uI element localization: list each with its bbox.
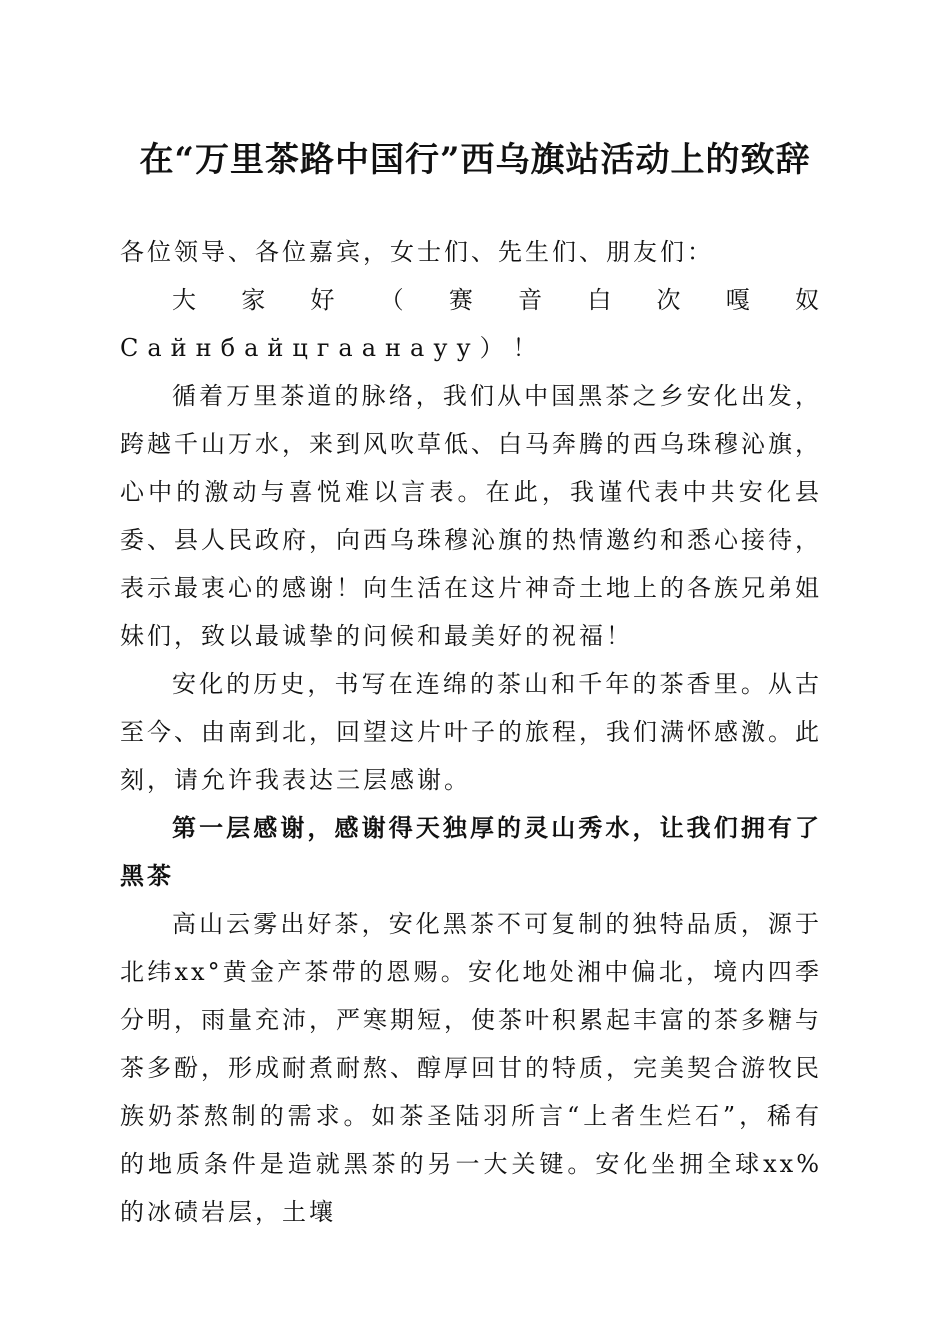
greeting-char: 音 — [518, 286, 546, 314]
greeting-char: （ — [379, 286, 407, 314]
greeting-char: 奴 — [794, 286, 822, 314]
document-title: 在“万里茶路中国行”西乌旗站活动上的致辞 — [139, 140, 811, 180]
greeting-line — [120, 276, 822, 324]
paragraph: 高山云雾出好茶，安化黑茶不可复制的独特品质，源于北纬xx°黄金产茶带的恩赐。安化地处湘中偏北，境内四季分明，雨量充沛，严寒期短，使茶叶积累起丰富的茶多糖与茶多酚，形成耐煮耐熬、醇厚回甘的特质，完美契合游牧民族奶茶熬制的需求。如茶圣陆羽所言“上者生烂石”，稀有的地质条件是造就黑茶的另一大关键。安化坐拥全球xx%的冰碛岩层，土壤 — [120, 910, 822, 1226]
document-body — [120, 228, 822, 1236]
greeting-char: 大 — [172, 286, 199, 314]
greeting-char: 好 — [310, 286, 338, 314]
greeting-char: 次 — [656, 286, 684, 314]
section-heading: 第一层感谢，感谢得天独厚的灵山秀水，让我们拥有了黑茶 — [120, 813, 822, 890]
greeting-char: 赛 — [448, 286, 476, 314]
greeting-char: 嘎 — [725, 286, 753, 314]
salutation: 各位领导、各位嘉宾，女士们、先生们、朋友们： — [120, 238, 714, 266]
paragraph: 安化的历史，书写在连绵的茶山和千年的茶香里。从古至今、由南到北，回望这片叶子的旅程，我们满怀感激。此刻，请允许我表达三层感谢。 — [120, 670, 822, 794]
greeting-char: 白 — [587, 286, 615, 314]
greeting-line-2: Сайнбайцгаанауу）！ — [120, 334, 546, 362]
greeting-char: 家 — [241, 286, 269, 314]
paragraph: 循着万里茶道的脉络，我们从中国黑茶之乡安化出发，跨越千山万水，来到风吹草低、白马奔腾的西乌珠穆沁旗，心中的激动与喜悦难以言表。在此，我谨代表中共安化县委、县人民政府，向西乌珠穆沁旗的热情邀约和悉心接待，表示最衷心的感谢！向生活在这片神奇土地上的各族兄弟姐妹们，致以最诚挚的问候和最美好的祝福！ — [120, 382, 822, 650]
